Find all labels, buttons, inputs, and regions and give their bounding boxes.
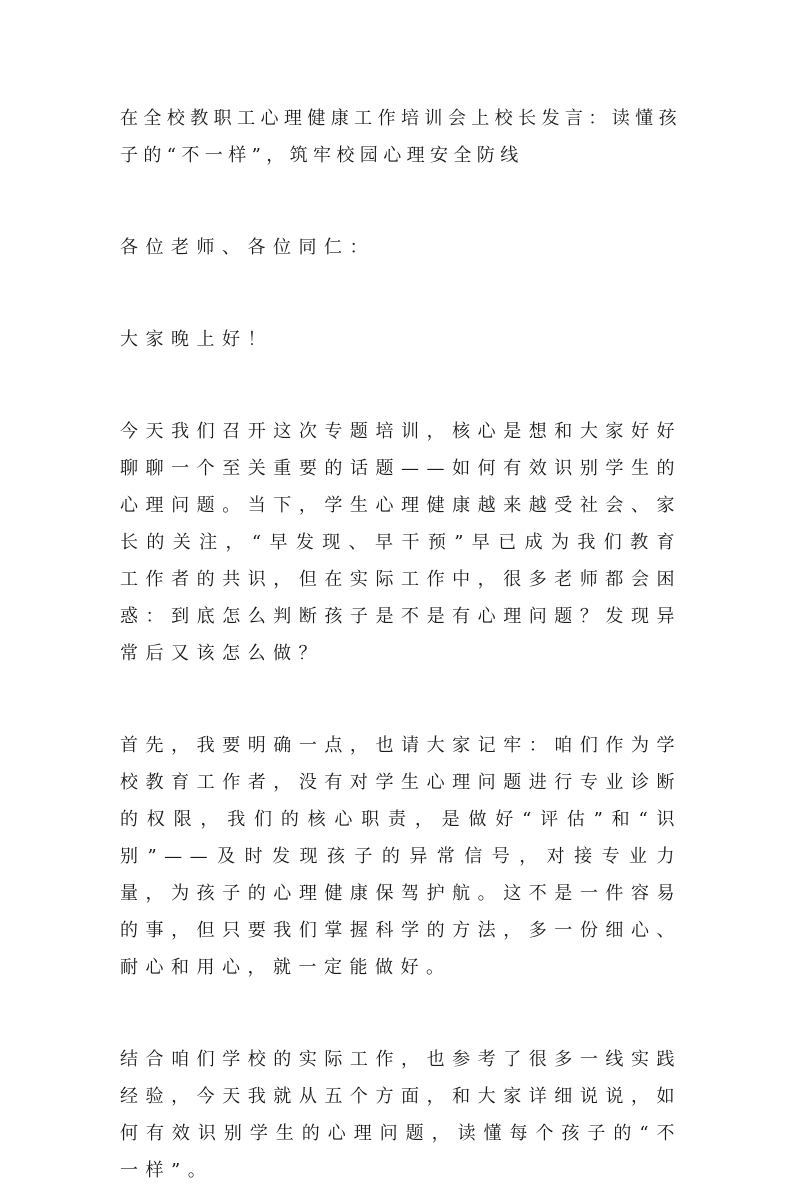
spacer xyxy=(120,986,682,1041)
document-title: 在全校教职工心理健康工作培训会上校长发言：读懂孩子的“不一样”，筑牢校园心理安全防线 xyxy=(120,108,682,166)
greeting: 大家晚上好！ xyxy=(120,329,273,350)
paragraph-overview: 结合咱们学校的实际工作，也参考了很多一线实践经验，今天我就从五个方面，和大家详细说说，如何有效识别学生的心理问题，读懂每个孩子的“不一样”。 xyxy=(120,1049,682,1181)
document-page xyxy=(120,100,682,1189)
salutation: 各位老师、各位同仁： xyxy=(120,237,375,258)
spacer xyxy=(120,358,682,413)
spacer xyxy=(120,672,682,727)
spacer xyxy=(120,266,682,321)
paragraph-intro: 今天我们召开这次专题培训，核心是想和大家好好聊聊一个至关重要的话题——如何有效识别学生的心理问题。当下，学生心理健康越来越受社会、家长的关注，“早发现、早干预”早已成为我们教育工作者的共识，但在实际工作中，很多老师都会困惑：到底怎么判断孩子是不是有心理问题？发现异常后又该怎么做？ xyxy=(120,421,682,664)
spacer xyxy=(120,174,682,229)
paragraph-responsibility: 首先，我要明确一点，也请大家记牢：咱们作为学校教育工作者，没有对学生心理问题进行专业诊断的权限，我们的核心职责，是做好“评估”和“识别”——及时发现孩子的异常信号，对接专业力量，为孩子的心理健康保驾护航。这不是一件容易的事，但只要我们掌握科学的方法，多一份细心、耐心和用心，就一定能做好。 xyxy=(120,735,682,978)
